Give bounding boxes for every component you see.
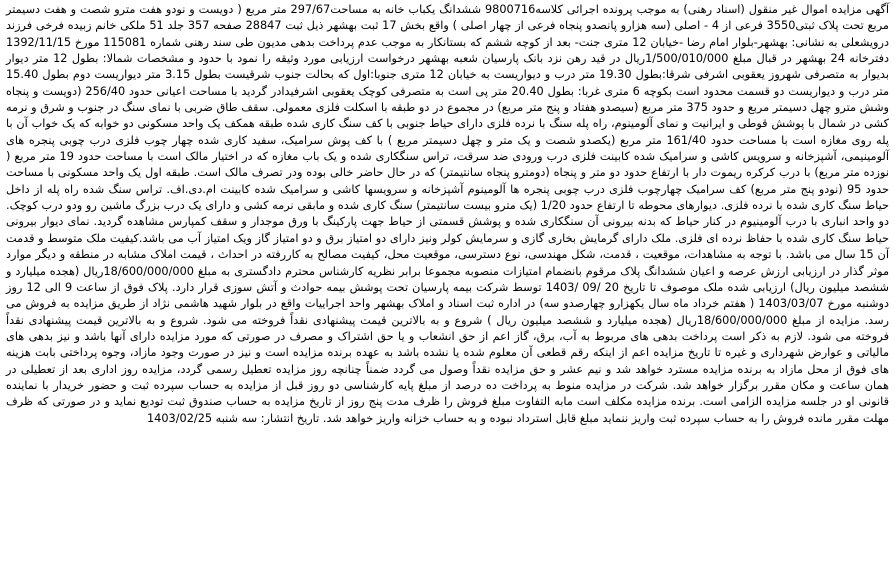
auction-notice-text: آگهی مزایده اموال غیر منقول (اسناد رهنی) به موجب پرونده اجرائی کلاسه9800716 ششدانگ یکباب خانه به مساحت297/67 متر مربع ( دویست و نودو هفت مترو شصت و هفت دسیمتر مربع تحت پلاک ثبتی3550 فرعی از 4 - اصلی (سه هزارو پانصدو پنجاه فرعی از چهار اصلی ) واقع بخش 17 ثبت بهشهر ذیل ثبت 28847 صفحه 357 جلد 51 ملکی خانم زبیده فرخی فرزند درویشعلی به نشانی: بهشهر-بلوار امام رضا -خیابان 12 متری جنت- بعد از کوچه ششم که بستانکار به موجب عدم پرداخت بدهی مدیون طی سند رهنی شماره 115081 مورخ 1392/11/15 دفترخانه 24 بهشهر در قبال مبلغ 1/500/010/000ریال در قید رهن نزد بانک پارسیان شعبه بهشهر درخواست ارزیابی مورد وثیقه را نمود با حدود و مشخصات شمالا: بطول 12 متر دیوار بدیوار به متصرفی شهروز یعقوبی اشرفی شرقا:بطول 19.30 متر درب و دیواریست به خیابان 12 متری جنوبا:اول که بحالت جنوب شرقیست بطول 3.15 متر دیواریست دوم بطول 15.40 متر درب و دیواریست دو قسمت محدود است بکوچه 6 متری غربا: بطول 20.40 متر پی است به متصرفی کوچک یعقوبی اشرفیدادر گردید با مساحت اعیانی حدود 256/40 (دویست و پنجاه وشش مترو چهل دسیمتر مربع و حدود 375 متر مربع (سیصدو هفتاد و پنج متر مربع) در مجموع در دو طبقه با اسکلت فلزی معمولی. سقف طاق ضربی با نمای سنگ در جنوب و شرق و نرمه کشی در شمال با پوشش قوطی و ایرانیت و نمای آلومینوم، راه پله سنگ با نرده فلزی دارای حیاط جنوبی با کف سنگ کاری شده طبقه همکف یک واحد مسکونی دو خوابه که یک خواب آن با پله روی مغازه است با مساحت حدود 161/40 متر مربع (یکصدو شصت و یک متر و چهل دسیمتر مربع ) با کف پوش سرامیک، سفید کاری شده چهار چوب فلزی درب چوبی پنجره های آلومینیمی، آشپزخانه و سرویس کاشی و سرامیک شده کابینت فلزی درب ورودی ضد سرقت، تراس سنگکاری شده و یک باب مغازه که در اختیار مالک است با مساحت حدود 19 متر مربع ( نوزده متر مربع) با درب کرکره ریموت دار با ارتفاع حدود دو متر و پنجاه (دومترو پنجاه سانتیمتر) که در حال حاضر خالی بوده ودر تصرف مالک است. طبقه اول یک واحد مسکونی با مساحت حدود 95 (نودو پنج متر مربع) کف سرامیک چهارچوب فلزی درب چوبی پنجره ها آلومینوم آشپزخانه و سرویسها کاشی و سرامیک شده کابینت ام.دی.اف. تراس سنگ شده راه پله از داخل حیاط سنگ کاری شده با نرده فلزی. دیوارهای محوطه تا ارتفاع حدود 1/20 (یک مترو بیست سانتیمتر) سنگ کاری شده و مابقی نرمه کشی و دارای یک درب بزرگ ماشین رو ودو درب کوچک. دو واحد انباری با درب آلومینیوم در کنار حیاط که بدنه بیرونی آن سنگکاری شده و پوشش قسمتی از حیاط جهت پارکینگ با ورق موجدار و سقف کمپارس مشاهده گردید. نمای دیوار بیرونی حیاط سنگ کاری شده با حفاظ نرده ای فلزی. ملک دارای گرمایش بخاری گازی و سرمایش کولر ونیز دارای دو امتیاز برق و دو امتیاز گاز ویک امتیاز آب می باشد.کیفیت ملک متوسط و قدمت آن 15 سال می باشد. با توجه به مشاهدات، موقعیت ، قدمت، شکل مهندسی، نوع دسترسی، موقعیت محل، کیفیت مصالح به کاررفته در احداث ، قیمت املاک مشابه در منطقه و دیگر موارد موثر گذار در ارزیابی ارزش عرصه و اعیان ششدانگ پلاک مرقوم بانضمام امتیازات منصوبه مجموعا برابر نظریه کارشناس محترم دادگستری به مبلغ 18/600/000/000ریال (هجده میلیارد و ششصد میلیون ریال) ارزیابی شده ملک موصوف تا تاریخ 20 /09 /1403 توسط شرکت بیمه پارسیان تحت پوشش بیمه حوادث و آتش سوزی قرار دارد. پلاک فوق از ساعت 9 الی 12 روز دوشنبه مورخ 1403/03/07 ( هفتم خرداد ماه سال یکهزارو چهارصدو سه) در اداره ثبت اسناد و املاک بهشهر واحد اجراییات واقع در بلوار شهید هاشمی نژاد از طریق مزایده به فروش می رسد. مزایده از مبلغ 18/600/000/000ریال (هجده میلیارد و ششصد میلیون ریال ) شروع و به بالاترین قیمت پیشنهادی نقداً فروخته می شود. شروع و به بالاترین قیمت پیشنهادی نقداً فروخته می شود. لازم به ذکر است پرداخت بدهی های مربوط به آب، برق، گاز اعم از حق انشعاب و یا حق اشتراک و مصرف در صورتی که مورد مزایده دارای آنها باشد و نیز بدهی های مالیاتی و عوارض شهرداری و غیره تا تاریخ مزایده اعم از اینکه رقم قطعی آن معلوم شده یا نشده باشد به عهده برنده مزایده است و نیز در صورت وجود مازاد، وجوه پرداختی بابت هزینه های فوق از محل مازاد به برنده مزایده مسترد خواهد شد و نیم عشر و حق مزایده نقداً وصول می گردد ضمناً چنانچه روز مزایده تعطیل رسمی گردد، مزایده روز اداری بعد از تعطیلی در همان ساعت و مکان مقرر برگزار خواهد شد. شرکت در مزایده منوط به پرداخت ده درصد از مبلغ پایه کارشناسی دو روز قبل از مزایده به حساب سپرده ثبت و حضور خریدار با نماینده قانونی او در جلسه مزایده الزامی است. برنده مزایده مکلف است مابه التفاوت مبلغ فروش را ظرف مدت پنج روز از تاریخ مزایده به حساب صندوق ثبت تودیع نماید و در صورتی که ظرف مهلت مقرر مانده فروش را به حساب سپرده ثبت واریز ننماید مبلغ قابل استرداد نبوده و به حساب خزانه واریز خواهد شد. تاریخ انتشار: سه شنبه 1403/02/25 [6,3,890,425]
